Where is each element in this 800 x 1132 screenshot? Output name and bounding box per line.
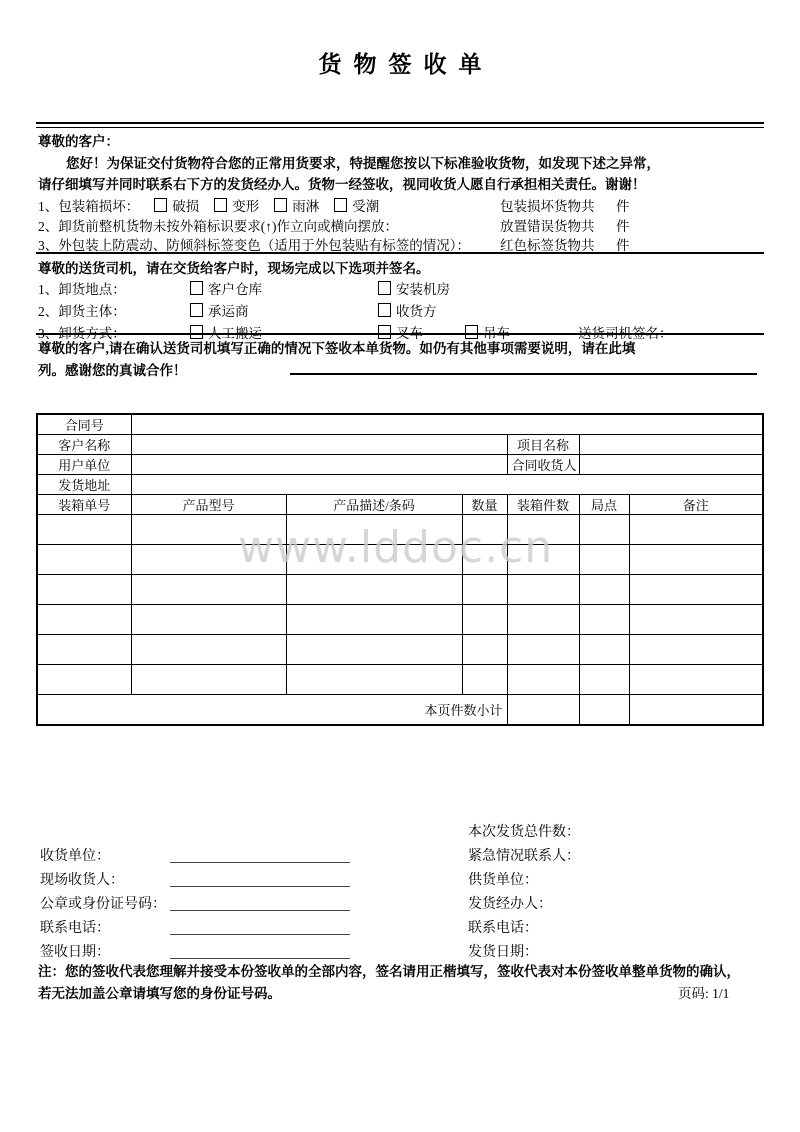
page-title: 货物签收单 [318, 52, 494, 77]
empty-cell[interactable] [131, 545, 286, 575]
seal-or-id-label: 公章或身份证号码： [40, 897, 166, 912]
driver-row3-label: 3、卸货方式： [38, 326, 126, 341]
table-row [37, 515, 763, 545]
empty-cell[interactable] [507, 545, 579, 575]
item2-label: 2、卸货前整机货物未按外箱标识要求(↑)作立向或横向摆放： [38, 218, 398, 234]
ship-address-label: 发货地址 [37, 475, 131, 495]
checkbox-icon[interactable] [190, 325, 203, 339]
empty-cell[interactable] [629, 575, 763, 605]
contract-recipient-value[interactable] [579, 455, 763, 475]
empty-cell[interactable] [629, 635, 763, 665]
ship-address-value[interactable] [131, 475, 763, 495]
empty-cell[interactable] [579, 515, 629, 545]
total-pieces-label: 本次发货总件数： [468, 825, 580, 840]
checkbox-icon[interactable] [465, 325, 478, 339]
intro-greeting: 尊敬的客户： [38, 134, 119, 149]
receiver-phone-label: 联系电话： [40, 921, 110, 936]
receiver-unit-label: 收货单位： [40, 849, 110, 864]
option-install-room: 安装机房 [396, 282, 450, 297]
empty-cell[interactable] [629, 605, 763, 635]
subtotal-package-count-cell[interactable] [507, 695, 579, 726]
header-double-rule [36, 122, 764, 128]
col-packing-no: 装箱单号 [37, 495, 131, 515]
note-line1: 注：您的签收代表您理解并接受本份签收单的全部内容，签名请用正楷填写，签收代表对本份签收单整单货物的确认， [38, 964, 740, 979]
table-row-ship-address [37, 475, 763, 495]
ship-handler-label: 发货经办人： [468, 897, 552, 912]
table-row [37, 575, 763, 605]
option-forklift: 叉车 [396, 326, 423, 341]
page-number: 页码: 1/1 [678, 986, 730, 1001]
section-divider-rule [36, 333, 764, 335]
damage-checklist [38, 198, 764, 257]
empty-cell[interactable] [37, 605, 131, 635]
note-line2: 若无法加盖公章请填写您的身份证号码。 [38, 986, 281, 1001]
empty-cell[interactable] [37, 515, 131, 545]
empty-cell[interactable] [462, 545, 507, 575]
item1-label: 1、包装箱损坏： [38, 199, 140, 214]
checkbox-icon[interactable] [190, 281, 203, 295]
signature-footer [40, 821, 764, 965]
option-consignee: 收货方 [396, 304, 437, 319]
subtotal-site-cell[interactable] [579, 695, 629, 726]
col-product-desc: 产品描述/条码 [286, 495, 462, 515]
user-unit-value[interactable] [131, 455, 507, 475]
col-product-model: 产品型号 [131, 495, 286, 515]
empty-cell[interactable] [579, 545, 629, 575]
receiver-unit-blank[interactable] [170, 845, 350, 863]
empty-cell[interactable] [579, 575, 629, 605]
onsite-receiver-blank[interactable] [170, 869, 350, 887]
empty-cell[interactable] [37, 575, 131, 605]
empty-cell[interactable] [462, 605, 507, 635]
empty-cell[interactable] [286, 605, 462, 635]
shipment-table [36, 413, 764, 726]
empty-cell[interactable] [37, 545, 131, 575]
footer-row-1 [40, 845, 764, 869]
empty-cell[interactable] [286, 545, 462, 575]
contract-no-value[interactable] [131, 414, 763, 435]
empty-cell[interactable] [579, 665, 629, 695]
customer-name-value[interactable] [131, 435, 507, 455]
checklist-item-wrong-placement [38, 218, 764, 238]
col-package-count: 装箱件数 [507, 495, 579, 515]
empty-cell[interactable] [507, 665, 579, 695]
item3-unit-label: 件 [616, 238, 630, 253]
contract-no-label: 合同号 [37, 414, 131, 435]
empty-cell[interactable] [131, 575, 286, 605]
empty-cell[interactable] [286, 665, 462, 695]
driver-signature-label: 送货司机签名： [578, 326, 673, 341]
table-row-contract [37, 414, 763, 435]
empty-cell[interactable] [462, 515, 507, 545]
checkbox-icon[interactable] [274, 198, 287, 212]
supplier-unit-label: 供货单位： [468, 873, 538, 888]
remarks-blank-line[interactable] [290, 373, 757, 375]
empty-cell[interactable] [286, 515, 462, 545]
option-customer-warehouse: 客户仓库 [208, 282, 262, 297]
empty-cell[interactable] [507, 635, 579, 665]
footer-row-4 [40, 917, 764, 941]
item1-option-damp: 受潮 [352, 199, 380, 214]
checkbox-icon[interactable] [190, 303, 203, 317]
sign-date-label: 签收日期： [40, 945, 110, 960]
option-manual-handling: 人工搬运 [208, 326, 262, 341]
table-header-row [37, 495, 763, 515]
checklist-item-packing-damage [38, 198, 764, 218]
col-quantity: 数量 [462, 495, 507, 515]
confirm-line1: 尊敬的客户,请在确认送货司机填写正确的情况下签收本单货物。如仍有其他事项需要说明，请在此填 [38, 341, 636, 356]
emergency-contact-label: 紧急情况联系人： [468, 849, 580, 864]
empty-cell[interactable] [286, 635, 462, 665]
intro-line2: 请仔细填写并同时联系右下方的发货经办人。货物一经签收，视同收货人愿自行承担相关责任。谢谢！ [38, 177, 646, 192]
item1-option-deformed: 变形 [232, 199, 260, 214]
empty-cell[interactable] [131, 635, 286, 665]
empty-cell[interactable] [37, 635, 131, 665]
option-crane: 吊车 [483, 326, 510, 341]
seal-or-id-blank[interactable] [170, 893, 350, 911]
empty-cell[interactable] [462, 575, 507, 605]
driver-row2-label: 2、卸货主体： [38, 304, 126, 319]
item2-counter-label: 放置错误货物共 [500, 218, 595, 234]
table-row [37, 545, 763, 575]
table-subtotal-row [37, 695, 763, 726]
customer-intro [38, 131, 764, 196]
checkbox-icon[interactable] [378, 325, 391, 339]
empty-cell[interactable] [462, 665, 507, 695]
driver-row-unload-place [38, 278, 764, 300]
empty-cell[interactable] [507, 515, 579, 545]
empty-cell[interactable] [629, 545, 763, 575]
empty-cell[interactable] [286, 575, 462, 605]
item3-counter-label: 红色标签货物共 [500, 238, 595, 253]
driver-row-unload-party [38, 300, 764, 322]
empty-cell[interactable] [579, 605, 629, 635]
sign-date-blank[interactable] [170, 941, 350, 959]
option-carrier: 承运商 [208, 304, 249, 319]
empty-cell[interactable] [579, 635, 629, 665]
empty-cell[interactable] [629, 665, 763, 695]
checkbox-icon[interactable] [378, 281, 391, 295]
footer-row-2 [40, 869, 764, 893]
empty-cell[interactable] [37, 665, 131, 695]
contract-recipient-label: 合同收货人 [507, 455, 579, 475]
site-watermark: www.lddoc.cn [238, 522, 554, 573]
col-site: 局点 [579, 495, 629, 515]
project-name-label: 项目名称 [507, 435, 579, 455]
checkbox-icon[interactable] [214, 198, 227, 212]
col-remarks: 备注 [629, 495, 763, 515]
empty-cell[interactable] [629, 515, 763, 545]
empty-cell[interactable] [131, 515, 286, 545]
footer-row-total [40, 821, 764, 845]
footer-row-3 [40, 893, 764, 917]
driver-heading: 尊敬的送货司机，请在交货给客户时，现场完成以下选项并签名。 [38, 261, 430, 276]
item2-unit-label: 件 [616, 218, 630, 234]
checkbox-icon[interactable] [378, 303, 391, 317]
customer-confirm-section [38, 338, 764, 381]
table-row [37, 665, 763, 695]
bottom-note [38, 961, 764, 1005]
item3-label: 3、外包装上防震动、防倾斜标签变色（适用于外包装贴有标签的情况）： [38, 238, 470, 253]
item1-counter-label: 包装损坏货物共 [500, 199, 595, 214]
checkbox-icon[interactable] [334, 198, 347, 212]
receiver-phone-blank[interactable] [170, 917, 350, 935]
shipper-phone-label: 联系电话： [468, 921, 538, 936]
empty-cell[interactable] [462, 635, 507, 665]
intro-line1: 您好！为保证交付货物符合您的正常用货要求，特提醒您按以下标准验收货物，如发现下述之异常， [66, 155, 660, 171]
table-row-user-unit [37, 455, 763, 475]
user-unit-label: 用户单位 [37, 455, 131, 475]
driver-row1-label: 1、卸货地点： [38, 282, 126, 297]
project-name-value[interactable] [579, 435, 763, 455]
table-row [37, 635, 763, 665]
item1-unit-label: 件 [616, 199, 630, 214]
table-row-customer [37, 435, 763, 455]
item1-option-broken: 破损 [172, 199, 200, 214]
table-row [37, 605, 763, 635]
subtotal-remarks-cell[interactable] [629, 695, 763, 726]
item1-option-rained: 雨淋 [292, 199, 320, 214]
customer-name-label: 客户名称 [37, 435, 131, 455]
ship-date-label: 发货日期： [468, 945, 538, 960]
empty-cell[interactable] [507, 605, 579, 635]
driver-section [38, 257, 764, 344]
confirm-line2: 列。感谢您的真诚合作！ [38, 362, 187, 378]
page-subtotal-label: 本页件数小计 [37, 695, 507, 726]
checkbox-icon[interactable] [154, 198, 167, 212]
section-divider-rule [36, 252, 764, 254]
empty-cell[interactable] [131, 605, 286, 635]
empty-cell[interactable] [507, 575, 579, 605]
onsite-receiver-label: 现场收货人： [40, 873, 124, 888]
empty-cell[interactable] [131, 665, 286, 695]
